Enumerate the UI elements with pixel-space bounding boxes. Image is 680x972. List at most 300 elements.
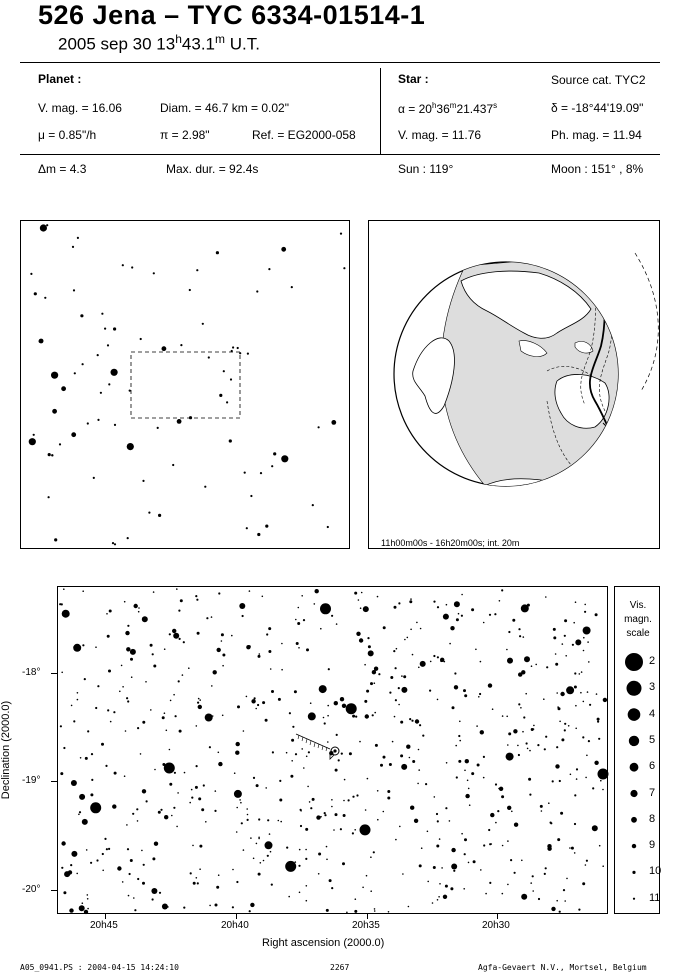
magnitude-legend (614, 586, 660, 914)
field-star (170, 700, 172, 702)
finder-star (82, 363, 84, 365)
field-star (310, 807, 312, 809)
field-star (237, 705, 240, 708)
field-star (497, 810, 499, 812)
field-star (324, 812, 326, 814)
info-bottom-rule (20, 154, 660, 155)
field-star (507, 840, 509, 842)
field-star (412, 654, 414, 656)
field-star (374, 667, 378, 671)
field-star (389, 763, 392, 766)
field-star (127, 625, 129, 627)
field-star (174, 772, 176, 774)
field-star (172, 629, 176, 633)
field-star (303, 619, 305, 621)
field-star (102, 870, 104, 872)
field-star (600, 780, 602, 782)
finder-star (114, 543, 116, 545)
max-duration: Max. dur. = 92.4s (166, 162, 259, 176)
field-star (131, 676, 133, 678)
field-star (511, 811, 513, 813)
field-star (278, 820, 280, 822)
field-star (483, 777, 485, 779)
field-star (290, 775, 293, 778)
finder-star (202, 323, 204, 325)
field-star (195, 595, 197, 597)
finder-star (246, 527, 248, 529)
field-star (359, 741, 361, 743)
field-star (196, 725, 198, 727)
field-star (201, 808, 204, 811)
field-star (142, 789, 146, 793)
field-star (464, 853, 466, 855)
field-star (256, 843, 258, 845)
field-star (262, 701, 265, 704)
field-star (300, 809, 302, 811)
finder-star (111, 369, 118, 376)
field-star (63, 588, 65, 590)
field-star (164, 763, 175, 774)
field-star (154, 842, 158, 846)
field-star (138, 607, 140, 609)
field-star (253, 777, 255, 779)
field-star (475, 649, 477, 651)
field-star (501, 589, 503, 591)
target-star (333, 749, 336, 752)
field-star (418, 769, 420, 771)
field-star (436, 813, 438, 815)
field-star (508, 631, 510, 633)
finder-star (77, 237, 79, 239)
field-star (383, 756, 386, 759)
field-star (218, 752, 220, 754)
field-star (556, 692, 558, 694)
field-star (247, 814, 249, 816)
field-star (356, 794, 358, 796)
field-star (368, 650, 374, 656)
field-star (395, 667, 397, 669)
field-star (544, 748, 546, 750)
planet-motion: μ = 0.85"/h (38, 128, 97, 142)
finder-star (157, 427, 159, 429)
field-star (121, 665, 123, 667)
field-star (253, 858, 255, 860)
field-star (173, 694, 175, 696)
field-star (113, 711, 115, 713)
field-star (556, 900, 558, 902)
field-star (198, 797, 201, 800)
field-star (574, 823, 576, 825)
field-star (531, 728, 534, 731)
field-star (547, 844, 551, 848)
field-star (407, 637, 409, 639)
field-star (548, 802, 550, 804)
field-star (239, 603, 245, 609)
field-star (263, 860, 265, 862)
field-star (446, 762, 448, 764)
field-star (124, 601, 126, 603)
field-star (199, 845, 202, 848)
field-star (87, 894, 89, 896)
field-star (342, 862, 345, 865)
field-star (585, 864, 587, 866)
field-star (467, 780, 469, 782)
field-star (401, 675, 403, 677)
field-star (70, 864, 72, 866)
field-star (354, 592, 357, 595)
field-star (583, 650, 585, 652)
field-star (267, 819, 269, 821)
field-star (519, 635, 521, 637)
finder-star (239, 352, 241, 354)
field-star (553, 636, 556, 639)
field-star (340, 828, 342, 830)
legend-mag-label: 9 (649, 839, 656, 852)
field-star (324, 814, 326, 816)
field-star (578, 909, 580, 911)
field-star (326, 859, 328, 861)
field-star (112, 804, 116, 808)
field-star (439, 883, 441, 885)
field-star (197, 882, 199, 884)
field-star (586, 755, 588, 757)
field-star (138, 611, 140, 613)
field-star (169, 783, 172, 786)
field-star (299, 849, 301, 851)
finder-star (247, 353, 249, 355)
field-star (130, 649, 136, 655)
field-star (439, 838, 441, 840)
field-star (236, 881, 238, 883)
field-star (582, 882, 585, 885)
field-star (167, 906, 169, 908)
field-star (236, 742, 240, 746)
field-star (241, 822, 243, 824)
field-star (412, 760, 415, 763)
field-star (373, 851, 375, 853)
field-star (79, 811, 81, 813)
finder-star (158, 514, 161, 517)
field-star (140, 753, 142, 755)
field-star (104, 838, 106, 840)
finder-star (61, 386, 66, 391)
field-star (162, 716, 165, 719)
field-star (60, 725, 62, 727)
field-star (141, 850, 143, 852)
field-star (527, 748, 529, 750)
field-star (319, 685, 327, 693)
finder-star (237, 347, 239, 349)
field-star (203, 784, 205, 786)
field-star (463, 888, 465, 890)
field-star (179, 730, 182, 733)
field-star (255, 708, 257, 710)
field-star (169, 749, 171, 751)
field-star (198, 705, 202, 709)
field-star (84, 678, 86, 680)
field-star (463, 689, 466, 692)
field-star (465, 794, 469, 798)
legend-mag-label: 8 (649, 812, 656, 825)
field-star (454, 685, 458, 689)
field-star (603, 698, 607, 702)
field-star (366, 875, 368, 877)
finder-star (229, 439, 232, 442)
field-star (211, 685, 213, 687)
field-star (189, 802, 191, 804)
field-star (232, 869, 234, 871)
finder-star (340, 233, 342, 235)
field-star (456, 618, 459, 621)
field-star (464, 694, 467, 697)
field-star (491, 843, 493, 845)
field-star (489, 614, 491, 616)
field-star (331, 887, 333, 889)
field-star (546, 666, 548, 668)
field-star (479, 693, 481, 695)
field-star (236, 807, 238, 809)
field-star (142, 882, 145, 885)
field-star (464, 838, 467, 841)
legend-mag-label: 7 (649, 786, 656, 799)
outer-limit-line (635, 253, 658, 391)
field-star (502, 893, 504, 895)
field-star (192, 845, 194, 847)
finder-star (127, 443, 134, 450)
info-top-rule (20, 62, 660, 63)
field-star (152, 653, 154, 655)
field-star (367, 778, 369, 780)
field-star (489, 882, 491, 884)
field-star (199, 868, 201, 870)
field-star (327, 705, 329, 707)
field-star (91, 753, 93, 755)
field-star (265, 787, 267, 789)
field-star (236, 831, 238, 833)
field-star (375, 744, 378, 747)
field-star (299, 892, 301, 894)
finder-star (107, 344, 109, 346)
field-star (433, 866, 436, 869)
field-star (305, 849, 307, 851)
field-star (206, 617, 208, 619)
finder-star (208, 356, 210, 358)
field-star (340, 697, 344, 701)
field-star (354, 910, 357, 913)
field-star (461, 615, 463, 617)
field-star (214, 810, 216, 812)
field-star (250, 903, 254, 907)
field-star (506, 716, 508, 718)
field-star (314, 603, 316, 605)
finder-star (231, 350, 233, 352)
field-star (297, 622, 300, 625)
finder-star (127, 537, 129, 539)
field-star (195, 786, 198, 789)
earth-visibility-globe (369, 221, 661, 550)
field-star (249, 910, 251, 912)
field-star (78, 814, 80, 816)
field-star (521, 860, 523, 862)
field-star (215, 790, 217, 792)
field-star (286, 847, 288, 849)
field-star (308, 751, 310, 753)
finder-star (33, 434, 35, 436)
field-star (79, 905, 85, 911)
field-star (251, 699, 255, 703)
planet-parallax: π = 2.98" (160, 128, 210, 142)
field-star (537, 744, 539, 746)
field-star (323, 717, 325, 719)
finder-star (172, 464, 174, 466)
finder-star (189, 289, 191, 291)
field-star (119, 691, 121, 693)
field-star (95, 646, 97, 648)
legend-mag-label: 6 (649, 760, 656, 773)
field-star (587, 691, 589, 693)
field-star (218, 874, 220, 876)
field-star (306, 648, 309, 651)
field-star (316, 815, 320, 819)
y-tick-label: -20° (22, 884, 41, 895)
finder-star (30, 273, 32, 275)
field-star (550, 822, 552, 824)
finder-star (54, 538, 57, 541)
field-star (531, 665, 533, 667)
field-star (575, 705, 577, 707)
finder-star (131, 266, 133, 268)
field-star (555, 764, 559, 768)
field-star (306, 885, 308, 887)
finder-star (72, 246, 74, 248)
finder-star (48, 496, 50, 498)
field-star (395, 699, 397, 701)
field-star (326, 846, 328, 848)
field-star (142, 616, 148, 622)
field-star (294, 690, 297, 693)
footer-file-info: A05_0941.PS : 2004-04-15 14:24:10 (20, 963, 179, 972)
finder-star (80, 314, 83, 317)
field-star (178, 610, 180, 612)
field-star (150, 644, 153, 647)
field-star (478, 696, 480, 698)
field-star (364, 664, 366, 666)
field-star (305, 828, 308, 831)
field-star (272, 751, 274, 753)
field-star (198, 698, 200, 700)
finder-star (73, 289, 75, 291)
field-star (188, 667, 190, 669)
field-star (422, 735, 424, 737)
field-star (469, 804, 471, 806)
field-star (541, 810, 543, 812)
field-star (543, 698, 545, 700)
field-star (134, 909, 136, 911)
field-star (175, 715, 177, 717)
field-star (324, 722, 326, 724)
field-star (420, 661, 426, 667)
field-star (556, 746, 558, 748)
field-star (522, 731, 524, 733)
field-star (356, 632, 360, 636)
field-star (458, 760, 461, 763)
field-star (441, 867, 443, 869)
field-star (246, 645, 250, 649)
field-star (565, 655, 567, 657)
finder-star (97, 419, 99, 421)
field-star (176, 826, 178, 828)
field-star (551, 907, 555, 911)
y-tick (51, 673, 57, 674)
legend-mag-symbol (629, 736, 639, 746)
field-star (143, 864, 145, 866)
sun-elongation: Sun : 119° (398, 162, 454, 176)
field-star (518, 703, 520, 705)
field-star (328, 668, 330, 670)
field-star (392, 741, 394, 743)
field-star (358, 599, 360, 601)
field-star (360, 824, 371, 835)
field-star (461, 594, 463, 596)
footer-page-number: 2267 (330, 963, 350, 972)
field-star (532, 875, 534, 877)
field-star (268, 650, 271, 653)
zoom-region-outline (131, 352, 240, 418)
finder-star (260, 472, 262, 474)
field-star (483, 844, 485, 846)
field-star (574, 794, 576, 796)
field-star (191, 797, 193, 799)
field-star (430, 661, 432, 663)
field-star (483, 622, 485, 624)
field-star (387, 790, 390, 793)
asteroid-track (296, 734, 330, 749)
field-star (190, 872, 192, 874)
field-star (545, 867, 547, 869)
field-star (490, 813, 494, 817)
field-star (370, 890, 372, 892)
field-star (341, 753, 343, 755)
field-star (449, 820, 451, 822)
field-star (451, 864, 457, 870)
field-star (395, 839, 397, 841)
field-star (374, 908, 376, 910)
field-star (362, 887, 364, 889)
finder-chart-stars (21, 221, 351, 550)
field-star (360, 607, 362, 609)
footer-publisher: Agfa-Gevaert N.V., Mortsel, Belgium (478, 963, 647, 972)
field-star (336, 623, 338, 625)
field-star (127, 700, 129, 702)
finder-star (71, 432, 76, 437)
field-star (589, 704, 591, 706)
field-star (502, 845, 504, 847)
field-star (585, 777, 587, 779)
field-star (129, 873, 131, 875)
y-axis-label: Declination (2000.0) (0, 700, 12, 800)
finder-star (204, 486, 206, 488)
field-star (271, 690, 274, 693)
field-star (108, 848, 110, 850)
field-star (64, 871, 70, 877)
star-vmag: V. mag. = 11.76 (398, 128, 482, 142)
field-star (398, 704, 400, 706)
x-tick-label: 20h40 (221, 920, 249, 931)
field-star (110, 721, 112, 723)
field-star (450, 887, 453, 890)
field-star (106, 613, 108, 615)
finder-star (142, 480, 144, 482)
